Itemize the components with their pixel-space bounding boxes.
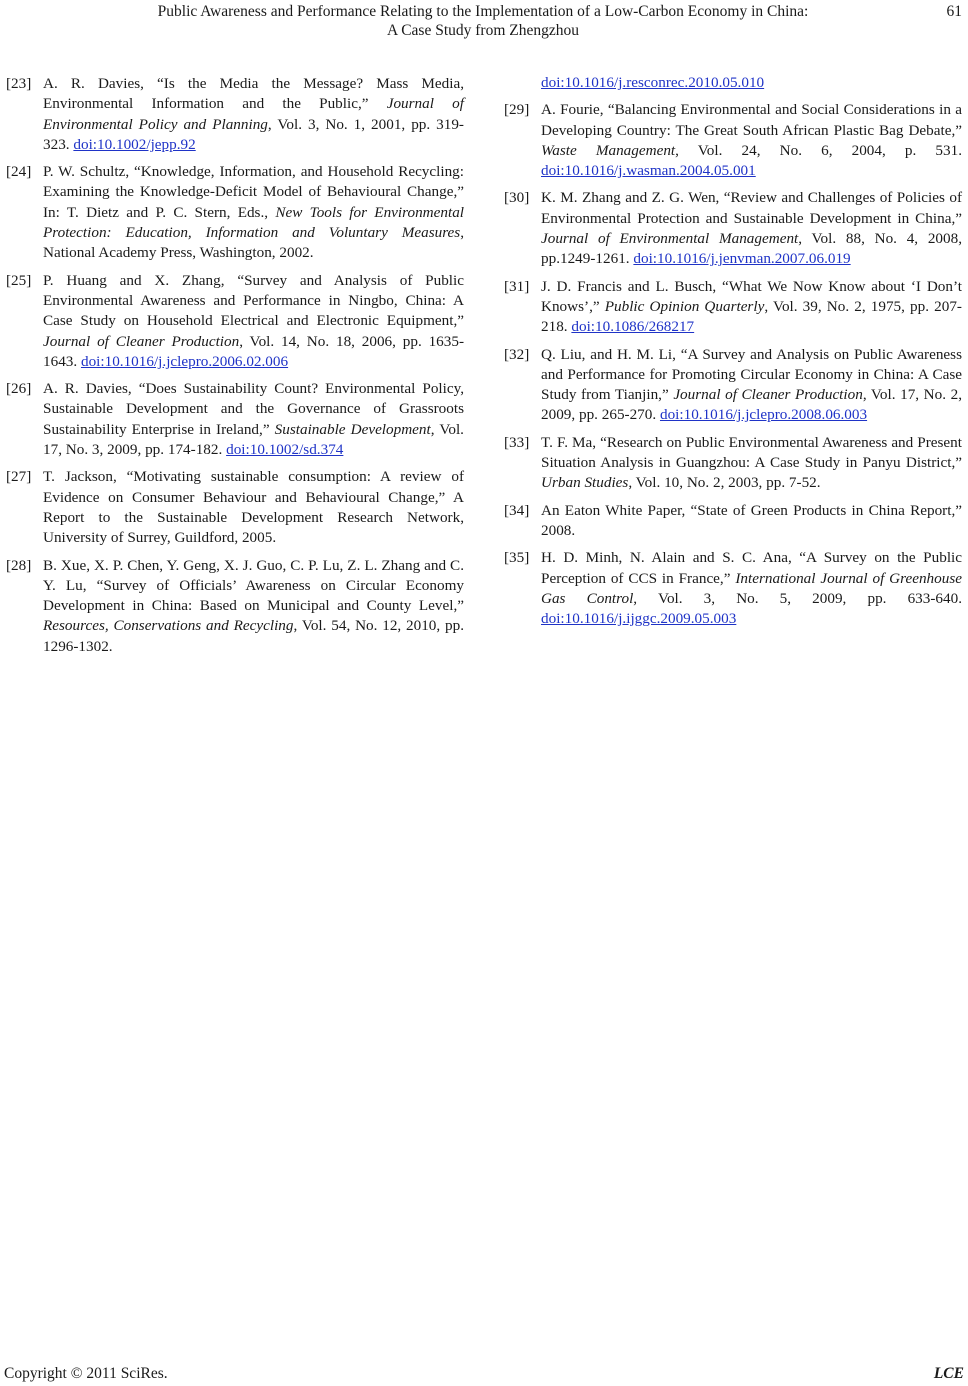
reference-number: [27] [6, 468, 32, 486]
reference-authors-title: H. D. Minh, N. Alain and S. C. Ana, “A Survey on the Public Perception of CCS in France,” [541, 549, 962, 587]
reference-doi-link[interactable]: doi:10.1086/268217 [571, 318, 695, 336]
reference-text [541, 433, 962, 494]
journal-abbreviation: LCE [933, 1365, 964, 1382]
reference-item [504, 73, 962, 93]
reference-text [541, 548, 962, 629]
reference-authors-title: An Eaton White Paper, “State of Green Products in China Report,” 2008. [541, 501, 962, 539]
reference-authors-title: T. F. Ma, “Research on Public Environmental Awareness and Present Situation Analysis in Guangzhou: A Case Study in Panyu District,” [541, 433, 962, 472]
reference-source-title: Journal of Environmental Policy and Planning [43, 95, 464, 133]
reference-source-title: Journal of Environmental Management [541, 230, 799, 248]
reference-source-title: New Tools for Environmental Protection: Education, Information and Voluntary Measures [43, 203, 465, 242]
reference-details: , Vol. 24, No. 6, 2004, p. 531. [675, 141, 963, 159]
reference-source-title: Sustainable Development [274, 420, 431, 438]
reference-text [541, 501, 962, 542]
reference-details: , Vol. 10, No. 2, 2003, pp. 7-52. [628, 474, 821, 492]
reference-source-title: Resources, Conservations and Recycling [43, 617, 294, 635]
reference-item [6, 271, 464, 372]
reference-source-title: Journal of Cleaner Production [43, 332, 240, 350]
reference-doi-link[interactable]: doi:10.1016/j.ijggc.2009.05.003 [541, 610, 737, 628]
reference-number: [30] [504, 189, 530, 207]
reference-details: , Vol. 14, No. 18, 2006, pp. 1635-1643. [43, 332, 464, 370]
reference-source-title: Public Opinion Quarterly [604, 297, 765, 315]
reference-text [43, 162, 464, 263]
reference-text [43, 74, 464, 155]
reference-text [43, 379, 464, 460]
reference-number: [26] [6, 380, 32, 398]
reference-authors-title: K. M. Zhang and Z. G. Wen, “Review and Challenges of Policies of Environmental Protection and Sustainable Development in China,” [541, 189, 962, 227]
reference-details: , Vol. 3, No. 5, 2009, pp. 633-640. [633, 589, 962, 607]
references-left-column [6, 74, 464, 664]
reference-number: [35] [504, 549, 530, 567]
reference-item [6, 162, 464, 263]
reference-item [504, 188, 962, 269]
reference-details: , Vol. 3, No. 1, 2001, pp. 319-323. [43, 115, 464, 153]
page-number: 61 [946, 3, 962, 20]
reference-source-title: International Journal of Greenhouse Gas Control [541, 569, 962, 607]
reference-source-title: Urban Studies [541, 474, 629, 492]
reference-text [43, 271, 464, 372]
reference-details: , Vol. 88, No. 4, 2008, pp.1249-1261. [541, 230, 962, 268]
reference-text [541, 73, 962, 93]
reference-doi-link[interactable]: doi:10.1016/j.jclepro.2008.06.003 [659, 406, 868, 424]
copyright-notice: Copyright © 2011 SciRes. [4, 1365, 168, 1382]
reference-authors-title: P. Huang and X. Zhang, “Survey and Analysis of Public Environmental Awareness and Performance in Ningbo, China: A Case Study on Household Electrical and Electronic Equipment,” [43, 271, 464, 330]
reference-authors-title: A. Fourie, “Balancing Environmental and Social Considerations in a Developing Country: The Great South African Plastic Bag Debate,” [541, 101, 962, 139]
running-title [40, 2, 926, 40]
reference-number: [33] [504, 433, 530, 451]
reference-number: [23] [6, 75, 32, 92]
reference-text [541, 100, 962, 181]
reference-text [43, 467, 464, 548]
running-title-line-2: A Case Study from Zhengzhou [386, 22, 579, 39]
reference-authors-title: T. Jackson, “Motivating sustainable consumption: A review of Evidence on Consumer Behaviour and Behavioural Change,” A Report to the Sustainable Development Research Network, University of Surrey, Guildford, 2005. [43, 468, 464, 547]
reference-number: [32] [504, 345, 530, 363]
reference-authors-title: J. D. Francis and L. Busch, “What We Now Know about ‘I Don’t Knows’,” [541, 277, 962, 315]
reference-item [504, 433, 962, 494]
reference-text [541, 188, 962, 269]
reference-number: [34] [504, 501, 530, 519]
page-header [0, 0, 968, 44]
reference-doi-link[interactable]: doi:10.1016/j.resconrec.2010.05.010 [541, 74, 765, 91]
reference-item [504, 501, 962, 542]
reference-source-title: Waste Management [541, 141, 676, 159]
reference-text [43, 556, 464, 657]
reference-number: [31] [504, 277, 530, 295]
reference-item [504, 345, 962, 426]
reference-doi-link[interactable]: doi:10.1002/sd.374 [226, 441, 344, 459]
reference-doi-link[interactable]: doi:10.1016/j.jclepro.2006.02.006 [80, 352, 289, 370]
reference-details: , Vol. 17, No. 2, 2009, pp. 265-270. [541, 386, 962, 424]
reference-authors-title: P. W. Schultz, “Knowledge, Information, and Household Recycling: Examining the Knowledge-Deficit Model of Behavioural Change,” In: T. Dietz and P. C. Stern, Eds., [43, 163, 464, 221]
reference-text [541, 345, 962, 426]
reference-details: , Vol. 54, No. 12, 2010, pp. 1296-1302. [43, 617, 464, 655]
reference-authors-title: A. R. Davies, “Does Sustainability Count? Environmental Policy, Sustainable Development and the Governance of Grassroots Sustainability Enterprise in Ireland,” [43, 380, 464, 438]
reference-doi-link[interactable]: doi:10.1016/j.wasman.2004.05.001 [541, 162, 756, 180]
reference-authors-title: Q. Liu, and H. M. Li, “A Survey and Analysis on Public Awareness and Performance for Promoting Circular Economy in China: A Case Study from Tianjin,” [541, 345, 962, 404]
reference-details: , Vol. 17, No. 3, 2009, pp. 174-182. [43, 420, 464, 459]
reference-item [6, 467, 464, 548]
reference-number: [28] [6, 556, 32, 574]
running-title-line-1: Public Awareness and Performance Relating to the Implementation of a Low-Carbon Economy in China: [157, 3, 809, 20]
reference-number: [24] [6, 163, 32, 181]
reference-item [6, 556, 464, 657]
reference-doi-link[interactable]: doi:10.1016/j.jenvman.2007.06.019 [633, 250, 851, 268]
reference-source-title: Journal of Cleaner Production [673, 386, 863, 404]
reference-item [504, 277, 962, 338]
reference-authors-title: A. R. Davies, “Is the Media the Message? Mass Media, Environmental Information and the Public,” [43, 75, 464, 113]
reference-doi-link[interactable]: doi:10.1002/jepp.92 [73, 135, 196, 153]
reference-text [541, 277, 962, 338]
reference-details: , Vol. 39, No. 2, 1975, pp. 207-218. [541, 297, 962, 336]
reference-details: , National Academy Press, Washington, 2002. [43, 224, 464, 262]
reference-item [6, 74, 464, 155]
reference-number: [25] [6, 271, 32, 289]
reference-number: [29] [504, 101, 530, 119]
reference-item [504, 548, 962, 629]
references-right-column [504, 73, 962, 636]
reference-item [504, 100, 962, 181]
reference-item [6, 379, 464, 460]
reference-authors-title: B. Xue, X. P. Chen, Y. Geng, X. J. Guo, C. P. Lu, Z. L. Zhang and C. Y. Lu, “Survey of Officials’ Awareness on Circular Economy Development in China: Based on Municipal and County Level,” [43, 556, 464, 615]
